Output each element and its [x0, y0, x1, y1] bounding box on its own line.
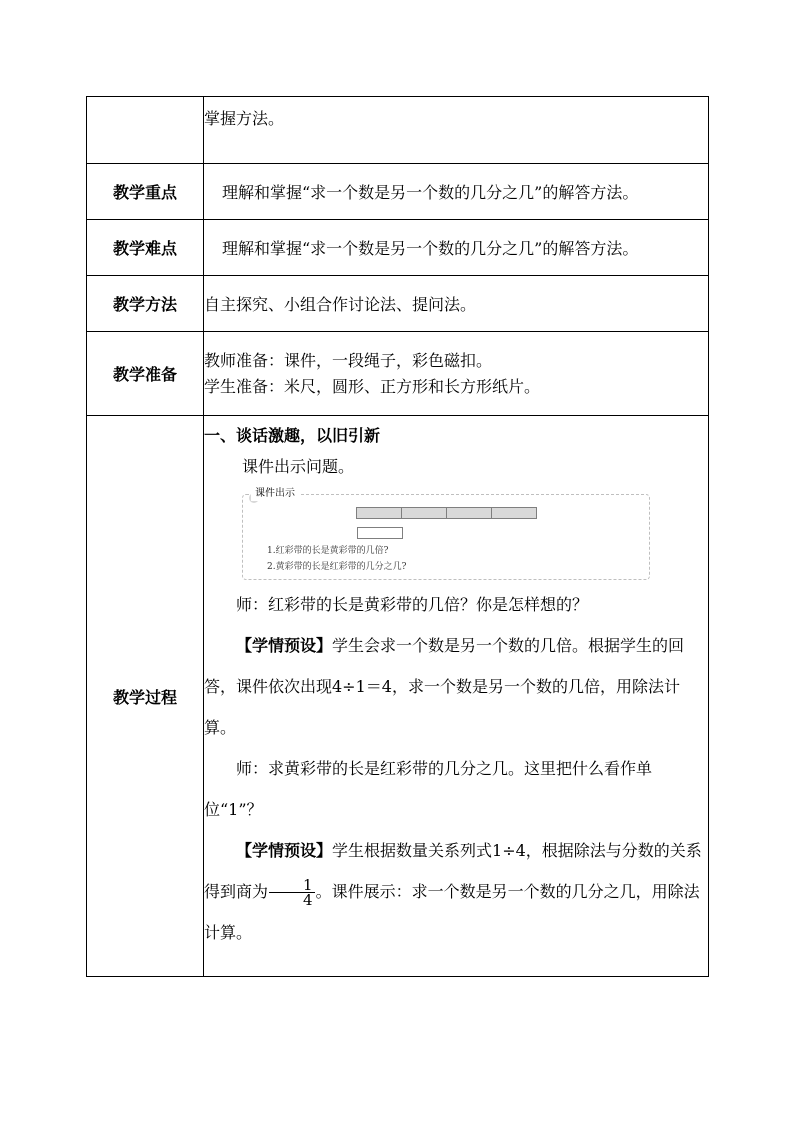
fraction-numerator: 1: [269, 878, 315, 893]
teaching-difficulty-text: 理解和掌握“求一个数是另一个数的几分之几”的解答方法。: [204, 220, 709, 276]
section-heading: 一、谈话激趣，以旧引新: [204, 426, 381, 445]
lesson-plan-table: [86, 96, 709, 977]
continuation-text: 掌握方法。: [204, 97, 709, 164]
teaching-method-text: 自主探究、小组合作讨论法、提问法。: [204, 276, 709, 332]
teaching-prep-cell: [204, 332, 709, 416]
preset-body-2a: 学生根据数量关系列式1÷4，根据除法与分数的关系得到商为: [204, 841, 702, 901]
preset-body-2b: 。课件展示：求一个数是另一个数的几分之几，用除法计算。: [204, 882, 700, 942]
fraction-one-quarter: [269, 878, 315, 907]
fraction-denominator: 4: [303, 891, 313, 909]
ribbon-segment: [401, 507, 447, 519]
preset-tag: 【学情预设】: [236, 636, 333, 655]
teaching-focus-row: [87, 164, 709, 220]
red-ribbon-bar: [357, 507, 537, 519]
teaching-method-label: 教学方法: [87, 276, 204, 332]
preset-paragraph-2: [204, 830, 708, 953]
teaching-process-cell: [204, 416, 709, 977]
teaching-focus-label: 教学重点: [87, 164, 204, 220]
teaching-prep-label: 教学准备: [87, 332, 204, 416]
student-prep-text: 学生准备：米尺，圆形、正方形和长方形纸片。: [204, 376, 541, 396]
preset-body-1: 学生会求一个数是另一个数的几倍。根据学生的回答，课件依次出现4÷1＝4，求一个数是另一个数的几倍，用除法计算。: [204, 636, 685, 737]
courseware-question-1: 1.红彩带的长是黄彩带的几倍?: [267, 546, 389, 556]
preset-paragraph-1: [204, 625, 708, 748]
courseware-question-2: 2.黄彩带的长是红彩带的几分之几?: [267, 562, 407, 572]
preset-tag: 【学情预设】: [236, 841, 333, 860]
empty-label-cell: [87, 97, 204, 164]
teaching-difficulty-label: 教学难点: [87, 220, 204, 276]
teaching-process-label: 教学过程: [87, 416, 204, 977]
ribbon-segment: [356, 507, 402, 519]
ribbon-segment: [446, 507, 492, 519]
yellow-ribbon-bar: [357, 527, 403, 539]
teacher-question-1: 师：红彩带的长是黄彩带的几倍？你是怎样想的？: [236, 595, 589, 614]
teaching-prep-row: [87, 332, 709, 416]
courseware-title: 课件出示: [251, 487, 299, 501]
teacher-prep-text: 教师准备：课件，一段绳子，彩色磁扣。: [204, 350, 493, 370]
teaching-method-row: [87, 276, 709, 332]
teaching-process-row: [87, 416, 709, 977]
courseware-figure: [242, 488, 650, 580]
intro-text: 课件出示问题。: [242, 457, 355, 476]
ribbon-segment: [491, 507, 537, 519]
teacher-question-2: 师：求黄彩带的长是红彩带的几分之几。这里把什么看作单位“1”？: [204, 759, 653, 819]
continuation-row: [87, 97, 709, 164]
teaching-difficulty-row: [87, 220, 709, 276]
teaching-focus-text: 理解和掌握“求一个数是另一个数的几分之几”的解答方法。: [204, 164, 709, 220]
